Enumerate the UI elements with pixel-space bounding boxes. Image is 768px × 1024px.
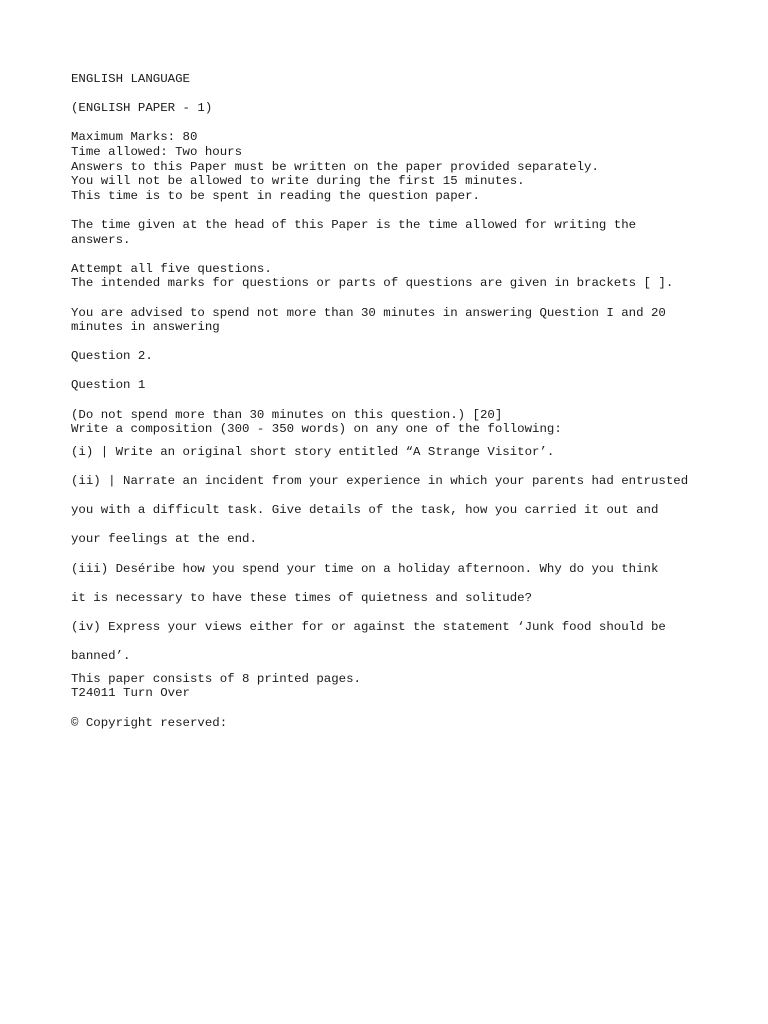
- answers-note: Answers to this Paper must be written on the paper provided separately.: [71, 159, 599, 174]
- option-i: (i) | Write an original short story entitled “A Strange Visitor’.: [71, 444, 555, 459]
- question-1-instruction: Write a composition (300 - 350 words) on any one of the following:: [71, 422, 562, 437]
- option-iv: (iv) Express your views either for or against the statement ‘Junk food should be: [71, 619, 666, 634]
- reading-time-note: This time is to be spent in reading the question paper.: [71, 188, 480, 203]
- subject-title: ENGLISH LANGUAGE: [71, 72, 190, 86]
- option-ii-cont-2: your feelings at the end.: [71, 532, 257, 547]
- time-allowed: Time allowed: Two hours: [71, 144, 243, 159]
- advice-note: You are advised to spend not more than 30 minutes in answering Question I and 20: [71, 305, 666, 320]
- marks-note: The intended marks for questions or parts of questions are given in brackets [ ].: [71, 276, 674, 291]
- option-ii: (ii) | Narrate an incident from your experience in which your parents had entrusted: [71, 474, 689, 489]
- paper-code: T24011 Turn Over: [71, 686, 190, 701]
- page-count-note: This paper consists of 8 printed pages.: [71, 671, 361, 686]
- paper-title: (ENGLISH PAPER - 1): [71, 101, 213, 116]
- time-head-note-cont: answers.: [71, 232, 131, 247]
- no-write-note: You will not be allowed to write during the first 15 minutes.: [71, 174, 525, 189]
- option-iii: (iii) Deséribe how you spend your time on a holiday afternoon. Why do you think: [71, 561, 659, 576]
- exam-paper-page: [71, 72, 731, 730]
- option-ii-cont-1: you with a difficult task. Give details of the task, how you carried it out and: [71, 503, 659, 518]
- max-marks: Maximum Marks: 80: [71, 130, 198, 145]
- option-iii-cont: it is necessary to have these times of quietness and solitude?: [71, 590, 533, 605]
- advice-note-cont: minutes in answering: [71, 320, 220, 335]
- copyright-note: © Copyright reserved:: [71, 715, 228, 730]
- question-1-time-note: (Do not spend more than 30 minutes on this question.) [20]: [71, 407, 503, 422]
- time-head-note: The time given at the head of this Paper is the time allowed for writing the: [71, 217, 637, 232]
- question-1-title: Question 1: [71, 378, 146, 393]
- option-iv-cont: banned’.: [71, 649, 131, 664]
- attempt-note: Attempt all five questions.: [71, 261, 272, 276]
- question-2-reference: Question 2.: [71, 349, 153, 364]
